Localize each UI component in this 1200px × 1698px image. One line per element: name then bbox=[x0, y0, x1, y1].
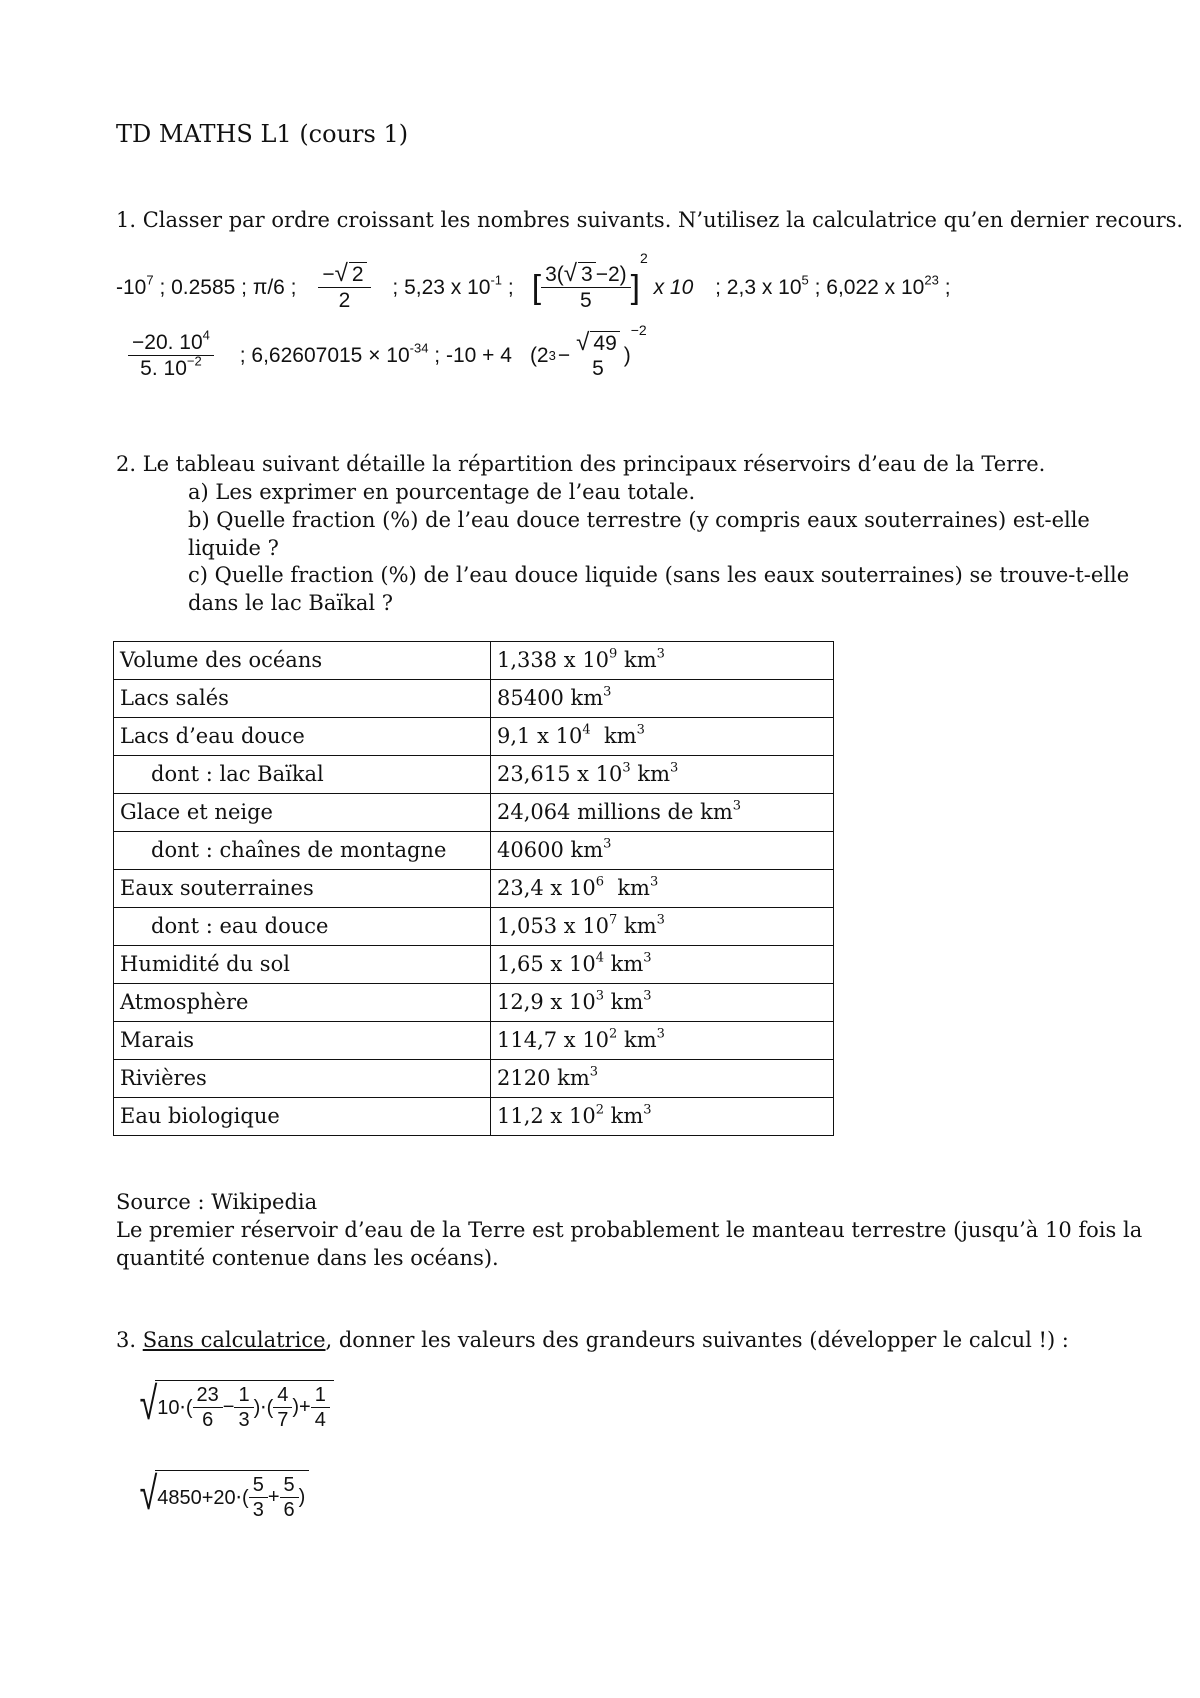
q3-expression-1: √ 10⋅( $\frac{23}{6}$ − $\frac{1}{3}$ )⋅( $\frac{4}{7}$ )+ $\frac{1}{4}$ bbox=[132, 1380, 334, 1432]
reservoir-volume-cell: 24,064 millions de $km^3$ bbox=[491, 794, 834, 832]
q1-times-ten: x 10 bbox=[647, 275, 694, 299]
q1-bracket-close: ] bbox=[630, 268, 640, 306]
reservoir-label-cell: Lacs salés bbox=[114, 680, 491, 718]
reservoir-volume-cell: 1,338 x $10^9$ $km^3$ bbox=[491, 642, 834, 680]
q2-item-b-line2: liquide ? bbox=[188, 536, 279, 560]
table-row bbox=[114, 642, 834, 680]
table-row bbox=[114, 718, 834, 756]
table-row bbox=[114, 756, 834, 794]
sqrt-symbol-icon: √ bbox=[334, 260, 348, 287]
reservoir-volume-cell: 2120 $km^3$ bbox=[491, 1060, 834, 1098]
q1-list-text: ; 0.2585 ; π/6 ; bbox=[153, 275, 303, 299]
sqrt-symbol-icon: √ bbox=[576, 328, 590, 356]
q3-underlined-text: Sans calculatrice bbox=[142, 1328, 326, 1352]
reservoir-volume-cell: 23,4 x $10^6$ $km^3$ bbox=[491, 870, 834, 908]
q1-bracket-open: [ bbox=[531, 268, 542, 306]
reservoir-volume-cell: 9,1 x $10^4$ $km^3$ bbox=[491, 718, 834, 756]
q1-bracket-exponent: 2 bbox=[639, 249, 648, 266]
source-line: Source : Wikipedia bbox=[116, 1190, 318, 1214]
reservoir-label-cell: Rivières bbox=[114, 1060, 491, 1098]
table-row bbox=[114, 1060, 834, 1098]
reservoir-label-cell: Marais bbox=[114, 1022, 491, 1060]
q1-numbers-line1 bbox=[116, 249, 951, 313]
table-row bbox=[114, 984, 834, 1022]
reservoir-label-cell: dont : chaînes de montagne bbox=[114, 832, 491, 870]
q2-item-b-line1: b) Quelle fraction (%) de l’eau douce terrestre (y compris eaux souterraines) est-elle bbox=[188, 508, 1090, 532]
sqrt-symbol-icon: √ bbox=[139, 1377, 158, 1429]
table-row bbox=[114, 946, 834, 984]
table-row bbox=[114, 680, 834, 718]
q1-text: 1. Classer par ordre croissant les nombres suivants. N’utilisez la calculatrice qu’en dernier recours. bbox=[116, 208, 1184, 232]
reservoir-volume-cell: 114,7 x $10^2$ $km^3$ bbox=[491, 1022, 834, 1060]
reservoir-volume-cell: 85400 $km^3$ bbox=[491, 680, 834, 718]
q1-fraction-sqrt2: $\frac{-√ 2}{2}$ bbox=[318, 262, 370, 313]
table-row bbox=[114, 1098, 834, 1136]
reservoir-label-cell: Eaux souterraines bbox=[114, 870, 491, 908]
reservoir-volume-cell: 1,65 x $10^4$ $km^3$ bbox=[491, 946, 834, 984]
page-title: TD MATHS L1 (cours 1) bbox=[116, 120, 409, 148]
reservoir-label-cell: dont : lac Baïkal bbox=[114, 756, 491, 794]
reservoir-label-cell: Humidité du sol bbox=[114, 946, 491, 984]
q2-item-a: a) Les exprimer en pourcentage de l’eau totale. bbox=[188, 480, 696, 504]
reservoir-volume-cell: 23,615 x $10^3$ $km^3$ bbox=[491, 756, 834, 794]
q1-fraction-sqrt3: $\frac{3(√ 3 -2)}{5}$ bbox=[541, 262, 631, 313]
q3-expression-2: √ 4850+20⋅( $\frac{5}{3}$ + $\frac{5}{6}$ ) bbox=[132, 1470, 309, 1522]
q2-item-c-line2: dans le lac Baïkal ? bbox=[188, 591, 393, 615]
reservoir-volume-cell: 11,2 x $10^2$ $km^3$ bbox=[491, 1098, 834, 1136]
reservoir-label-cell: Lacs d’eau douce bbox=[114, 718, 491, 756]
reservoir-label-cell: Volume des océans bbox=[114, 642, 491, 680]
note-line1: Le premier réservoir d’eau de la Terre est probablement le manteau terrestre (jusqu’à 10 fois la bbox=[116, 1218, 1143, 1242]
reservoir-volume-cell: 40600 $km^3$ bbox=[491, 832, 834, 870]
water-reservoir-table bbox=[113, 641, 834, 1136]
sqrt-symbol-icon: √ bbox=[139, 1467, 158, 1519]
table-row bbox=[114, 794, 834, 832]
q2-item-c-line1: c) Quelle fraction (%) de l’eau douce liquide (sans les eaux souterraines) se trouve-t-elle bbox=[188, 563, 1130, 587]
reservoir-label-cell: dont : eau douce bbox=[114, 908, 491, 946]
q3-text: 3. Sans calculatrice, donner les valeurs des grandeurs suivantes (développer le calcul !) : bbox=[116, 1328, 1069, 1352]
table-row bbox=[114, 908, 834, 946]
q1-num-neg-power: $-10^7$ bbox=[116, 272, 154, 299]
q1-fraction-powers: $\frac{-20. 10^4}{5. 10^{-2}}$ bbox=[128, 330, 214, 381]
sqrt-symbol-icon: √ bbox=[563, 260, 577, 287]
q1-sci-list: ; 2,3 x $10^5$ ; 6,022 x $10^{23}$ ; bbox=[709, 272, 951, 299]
reservoir-volume-cell: 1,053 x $10^7$ $km^3$ bbox=[491, 908, 834, 946]
reservoir-label-cell: Atmosphère bbox=[114, 984, 491, 1022]
q2-intro: 2. Le tableau suivant détaille la répartition des principaux réservoirs d’eau de la Terre. bbox=[116, 452, 1046, 476]
reservoir-volume-cell: 12,9 x $10^3$ $km^3$ bbox=[491, 984, 834, 1022]
table-row bbox=[114, 832, 834, 870]
q1-numbers-line2 bbox=[128, 321, 647, 381]
note-line2: quantité contenue dans les océans). bbox=[116, 1246, 499, 1270]
q1-power-expression: (2 3 − √ 49 5 ) −2 bbox=[529, 321, 647, 380]
table-row bbox=[114, 870, 834, 908]
table-row bbox=[114, 1022, 834, 1060]
reservoir-label-cell: Eau biologique bbox=[114, 1098, 491, 1136]
reservoir-label-cell: Glace et neige bbox=[114, 794, 491, 832]
q1-planck-number: ; $6,62607015 \times 10^{-34}$ ; -10 + 4 bbox=[233, 340, 512, 367]
q1-sci-number: ; 5,23 x $10^{-1}$ ; bbox=[386, 272, 514, 299]
